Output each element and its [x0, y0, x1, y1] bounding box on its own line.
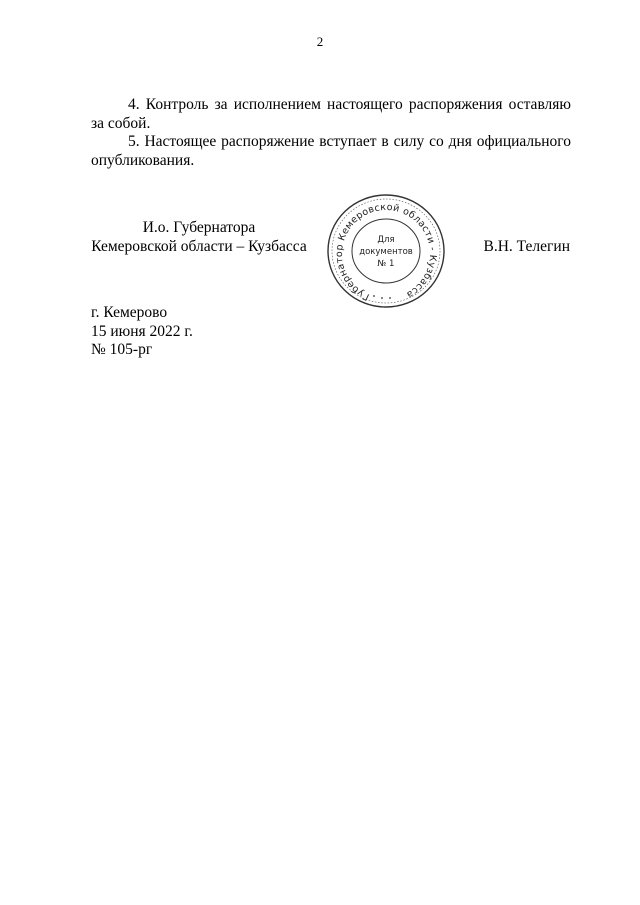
seal-ring-text: Губернатор Кемеровской области - Кузбасса	[334, 201, 439, 303]
seal-center-line3: № 1	[377, 259, 395, 269]
signatory-position	[91, 218, 307, 256]
seal-graphic	[322, 192, 450, 310]
document-body	[91, 96, 571, 170]
footer-document-number: № 105-рг	[91, 341, 153, 358]
paragraph-5: 5. Настоящее распоряжение вступает в силу со дня официального опубликования.	[91, 133, 571, 169]
document-footer	[91, 304, 193, 360]
footer-date: 15 июня 2022 г.	[91, 322, 193, 340]
seal-center-line1: Для	[377, 235, 395, 245]
signatory-name: В.Н. Телегин	[483, 238, 570, 255]
official-seal-stamp	[322, 192, 450, 310]
signatory-position-line2: Кемеровской области – Кузбасса	[91, 238, 307, 255]
footer-city: г. Кемерово	[91, 304, 168, 321]
signatory-position-line1: И.о. Губернатора	[142, 219, 256, 236]
page-number: 2	[316, 34, 324, 49]
paragraph-4: 4. Контроль за исполнением настоящего распоряжения оставляю за собой.	[91, 96, 571, 132]
seal-center-line2: документов	[359, 247, 413, 257]
